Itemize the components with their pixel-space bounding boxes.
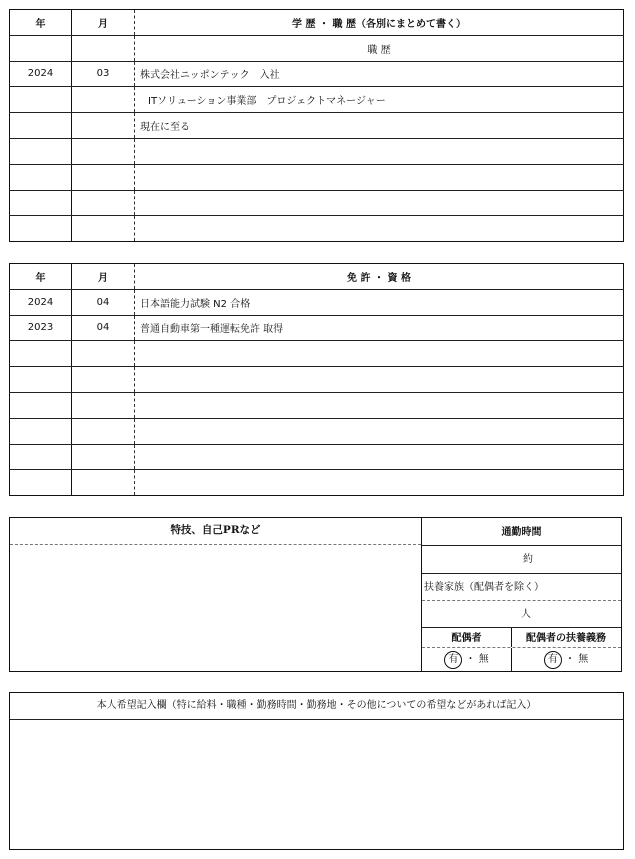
license-text-cell[interactable] (135, 341, 624, 367)
request-text-area[interactable] (10, 720, 623, 849)
pr-text-area[interactable] (10, 545, 421, 671)
history-year-cell[interactable] (10, 190, 72, 216)
license-year-cell[interactable] (10, 444, 72, 470)
license-year-cell[interactable]: 2024 (10, 289, 72, 315)
history-year-cell[interactable] (10, 87, 72, 113)
history-section-label: 職 歴 (135, 35, 624, 61)
dependents-title: 扶養家族（配偶者を除く） (422, 574, 621, 601)
license-month-cell[interactable] (72, 392, 135, 418)
history-month-cell[interactable] (72, 87, 135, 113)
request-section (9, 692, 624, 850)
history-title-header: 学 歴 ・ 職 歴（各別にまとめて書く） (135, 10, 624, 36)
table-row (10, 190, 624, 216)
license-year-header: 年 (10, 264, 72, 290)
license-month-header: 月 (72, 264, 135, 290)
history-month-cell[interactable] (72, 138, 135, 164)
history-month-cell[interactable]: 03 (72, 61, 135, 87)
license-year-cell[interactable] (10, 392, 72, 418)
table-row (10, 216, 624, 242)
license-text-cell[interactable] (135, 418, 624, 444)
history-text-cell[interactable]: 現在に至る (135, 113, 624, 139)
spouse-yes-option[interactable]: 有 (444, 651, 462, 669)
license-text-cell[interactable] (135, 367, 624, 393)
history-month-cell[interactable] (72, 190, 135, 216)
history-year-cell[interactable] (10, 216, 72, 242)
license-month-cell[interactable] (72, 470, 135, 496)
table-row (10, 315, 624, 341)
license-year-cell[interactable] (10, 341, 72, 367)
history-header-row (10, 10, 624, 36)
option-separator: ・ (565, 654, 575, 665)
pr-title: 特技、自己PRなど (10, 518, 421, 545)
spouse-duty-yes-option[interactable]: 有 (544, 651, 562, 669)
spouse-header-row (422, 628, 621, 648)
personal-info-column (421, 518, 621, 671)
license-month-cell[interactable] (72, 341, 135, 367)
license-title-header: 免 許 ・ 資 格 (135, 264, 624, 290)
history-text-cell[interactable] (135, 216, 624, 242)
history-year-cell[interactable] (10, 164, 72, 190)
table-row (10, 341, 624, 367)
table-row (10, 289, 624, 315)
history-month-cell[interactable] (72, 164, 135, 190)
table-row (10, 61, 624, 87)
history-text-cell[interactable] (135, 164, 624, 190)
history-month-cell[interactable] (72, 113, 135, 139)
dependents-count-field[interactable]: 人 (422, 601, 621, 628)
table-row (10, 164, 624, 190)
history-text-cell[interactable]: 株式会社ニッポンテック 入社 (135, 61, 624, 87)
history-month-header: 月 (72, 10, 135, 36)
commute-title: 通勤時間 (422, 518, 621, 546)
license-text-cell[interactable]: 日本語能力試験 N2 合格 (135, 289, 624, 315)
option-separator: ・ (465, 654, 476, 665)
history-month-cell[interactable] (72, 35, 135, 61)
history-year-cell[interactable]: 2024 (10, 61, 72, 87)
spouse-duty-option-group (511, 648, 621, 672)
request-title: 本人希望記入欄（特に給料・職種・勤務時間・勤務地・その他についての希望などがあれば記入） (10, 693, 623, 720)
license-year-cell[interactable] (10, 470, 72, 496)
history-text-cell[interactable] (135, 190, 624, 216)
table-row (10, 392, 624, 418)
spouse-duty-no-option[interactable]: 無 (578, 654, 589, 665)
table-row (10, 444, 624, 470)
history-text-cell[interactable] (135, 138, 624, 164)
table-row (10, 367, 624, 393)
license-month-cell[interactable] (72, 418, 135, 444)
license-table (9, 263, 624, 496)
pr-section (9, 517, 622, 672)
table-row (10, 470, 624, 496)
license-year-cell[interactable]: 2023 (10, 315, 72, 341)
table-row (10, 113, 624, 139)
history-month-cell[interactable] (72, 216, 135, 242)
license-text-cell[interactable] (135, 470, 624, 496)
table-row (10, 87, 624, 113)
table-row (10, 418, 624, 444)
license-text-cell[interactable] (135, 444, 624, 470)
history-year-cell[interactable] (10, 113, 72, 139)
license-month-cell[interactable] (72, 444, 135, 470)
history-year-cell[interactable] (10, 138, 72, 164)
spouse-option-group (422, 648, 512, 672)
spouse-duty-label: 配偶者の扶養義務 (526, 633, 606, 644)
license-month-cell[interactable]: 04 (72, 315, 135, 341)
spouse-options-row (422, 648, 621, 672)
history-year-header: 年 (10, 10, 72, 36)
license-text-cell[interactable]: 普通自動車第一種運転免許 取得 (135, 315, 624, 341)
license-month-cell[interactable]: 04 (72, 289, 135, 315)
license-year-cell[interactable] (10, 367, 72, 393)
license-header-row (10, 264, 624, 290)
spouse-label: 配偶者 (422, 628, 512, 647)
table-row (10, 138, 624, 164)
license-year-cell[interactable] (10, 418, 72, 444)
history-table (9, 9, 624, 242)
commute-time-field[interactable]: 約 (422, 546, 621, 574)
table-row (10, 35, 624, 61)
license-text-cell[interactable] (135, 392, 624, 418)
spouse-no-option[interactable]: 無 (478, 654, 489, 665)
license-month-cell[interactable] (72, 367, 135, 393)
history-year-cell[interactable] (10, 35, 72, 61)
history-text-cell[interactable]: ITソリューション事業部 プロジェクトマネージャー (135, 87, 624, 113)
